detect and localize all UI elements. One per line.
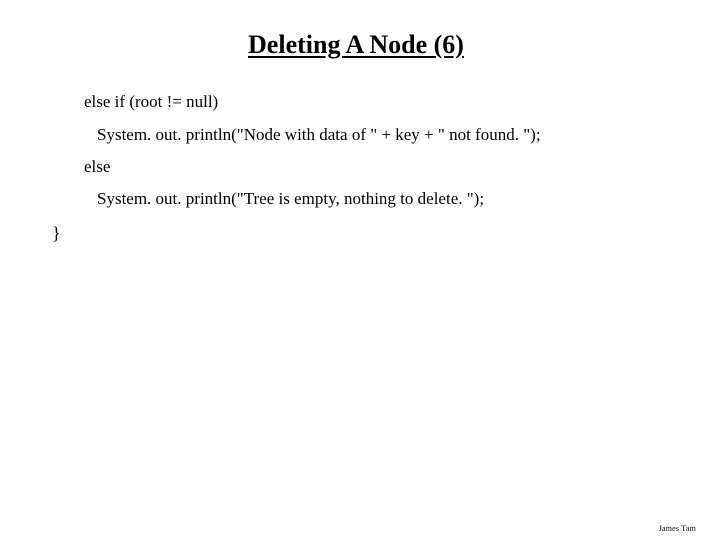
code-line-println-empty: System. out. println("Tree is empty, nothing to delete. "); [97,189,485,208]
code-line-closing-brace: } [52,223,61,243]
code-line-else-if: else if (root != null) [84,92,219,111]
code-line-else: else [84,157,111,176]
author-footer: James Tam [658,524,696,533]
code-line-println-not-found: System. out. println("Node with data of " + key + " not found. "); [97,125,541,144]
slide-title: Deleting A Node (6) [248,30,464,59]
